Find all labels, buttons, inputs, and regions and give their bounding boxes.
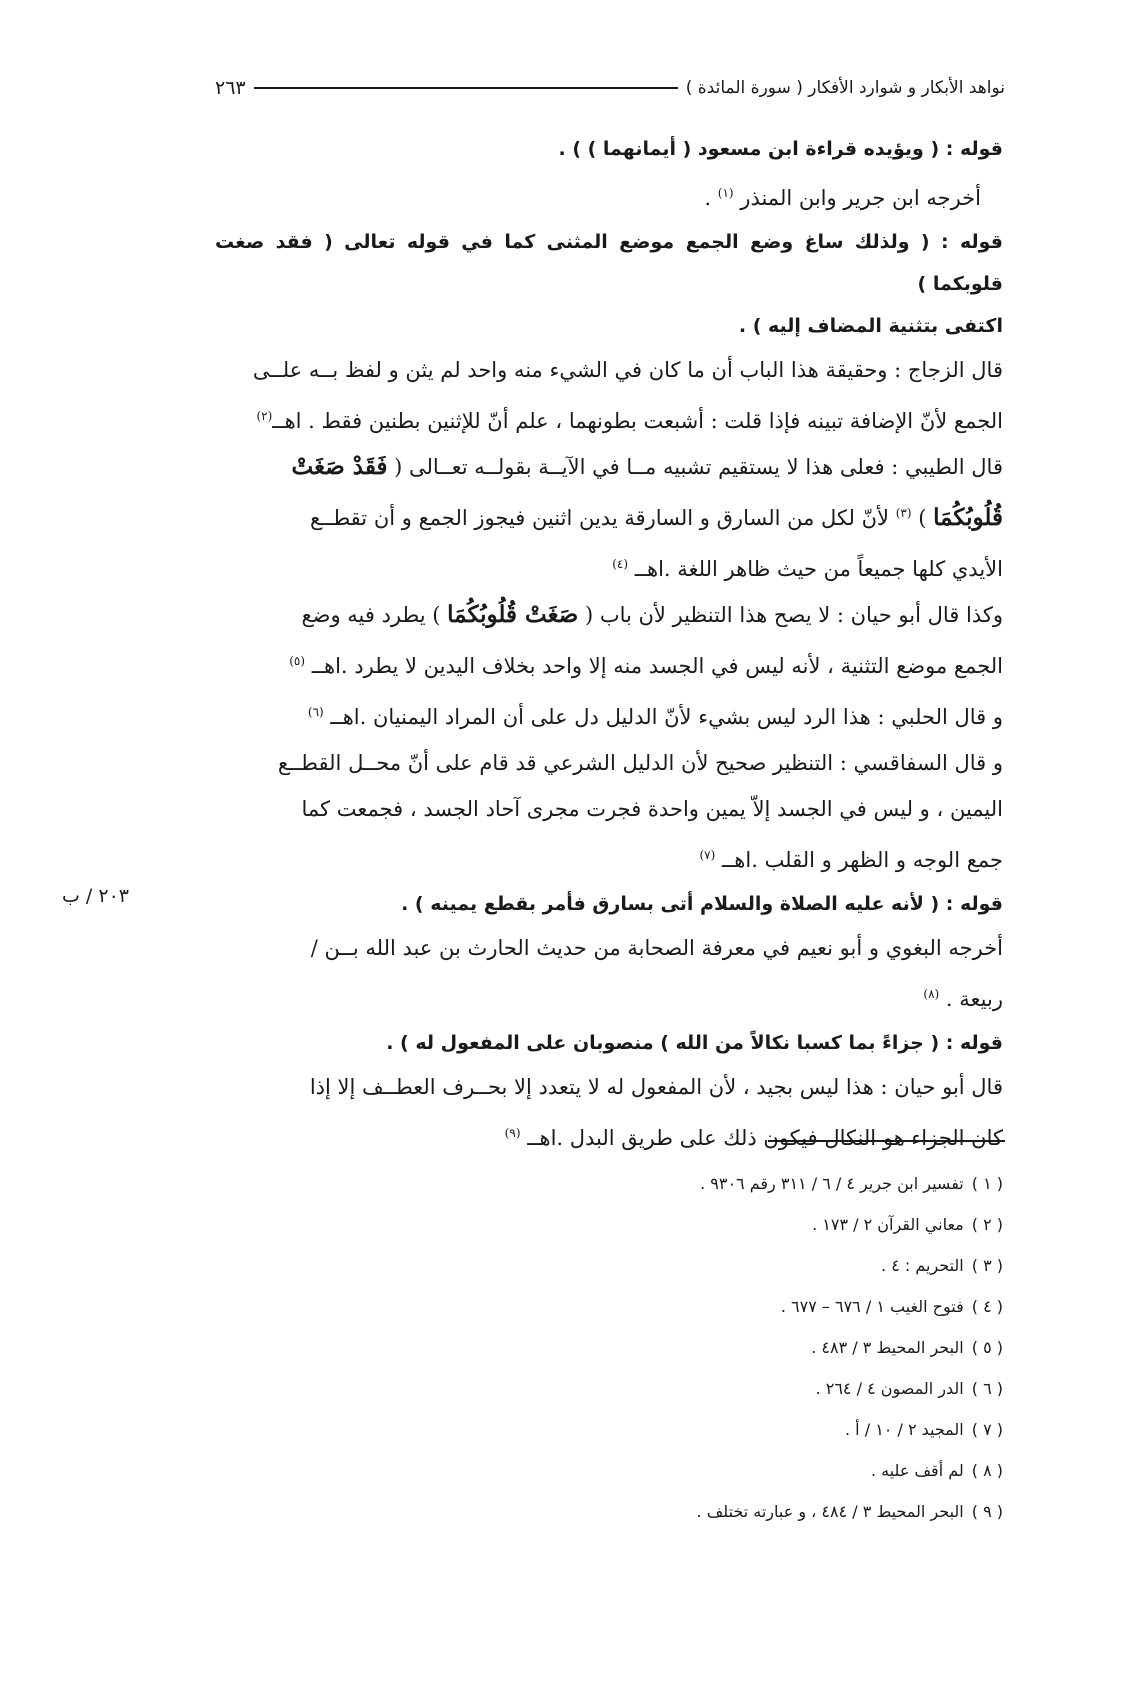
body-line-2-end: . — [704, 186, 712, 210]
body-line-1: قوله : ( ويؤيده قراءة ابن مسعود ( أيمانهما ) ) . — [558, 138, 1003, 160]
margin-folio-note: ٢٠٣ / ب — [62, 885, 129, 907]
quran-quote-2: قُلُوبُكُمَا — [933, 504, 1003, 531]
footnote-text: تفسير ابن جرير ٤ / ٦ / ٣١١ رقم ٩٣٠٦ . — [700, 1174, 964, 1193]
footnote-text: التحريم : ٤ . — [881, 1256, 964, 1275]
footnote-rule — [768, 1140, 1005, 1142]
footnote-number: ( ٨ ) — [971, 1461, 1003, 1480]
body-line-8-text: لأنّ لكل من السارق و السارقة يدين اثنين فيجوز الجمع و أن تقطــع — [309, 506, 889, 530]
footnote-text: البحر المحيط ٣ / ٤٨٤ ، و عبارته تختلف . — [696, 1502, 964, 1521]
footnote-ref-3: (٣) — [895, 506, 912, 520]
footnote-ref-9: (٩) — [504, 1126, 521, 1140]
footnote-number: ( ٥ ) — [971, 1338, 1003, 1357]
body-line-7-text: قال الطيبي : فعلى هذا لا يستقيم تشبيه مــا في الآيــة بقولــه تعــالى ( — [394, 455, 1003, 479]
footnote-item — [215, 1163, 1003, 1204]
body-line-3: قوله : ( ولذلك ساغ وضع الجمع موضع المثنى كما في قوله تعالى ( فقد صغت قلوبكما ) — [215, 231, 1003, 295]
body-line-15-text: جمع الوجه و الظهر و القلب .اهــ — [722, 848, 1003, 872]
footnote-text: فتوح الغيب ١ / ٦٧٦ – ٦٧٧ . — [780, 1297, 964, 1316]
body-line-21-text: كان الجزاء هو النكال فيكون ذلك على طريق البدل .اهــ — [527, 1126, 1003, 1150]
footnote-item — [215, 1491, 1003, 1532]
footnote-ref-1: (١) — [717, 186, 734, 200]
header-rule — [254, 87, 678, 89]
main-text — [215, 128, 1003, 1161]
footnote-item — [215, 1409, 1003, 1450]
footnote-ref-7: (٧) — [699, 848, 716, 862]
body-line-11-text: الجمع موضع التثنية ، لأنه ليس في الجسد منه إلا واحد بخلاف اليدين لا يطرد .اهــ — [311, 654, 1003, 678]
footnote-text: المجيد ٢ / ١٠ / أ . — [845, 1420, 964, 1439]
body-line-10-text: وكذا قال أبو حيان : لا يصح هذا التنظير لأن باب ( — [584, 603, 1003, 627]
body-line-13: و قال السفاقسي : التنظير صحيح لأن الدليل الشرعي قد قام على أنّ محــل القطــع — [277, 751, 1003, 775]
quran-quote-1: فَقَدْ صَغَتْ — [291, 453, 388, 480]
body-line-9-text: الأيدي كلها جميعاً من حيث ظاهر اللغة .اهــ — [634, 557, 1003, 581]
footnote-item — [215, 1286, 1003, 1327]
footnote-ref-4: (٤) — [612, 557, 629, 571]
header-title: نواهد الأبكار و شوارد الأفكار ( سورة المائدة ) — [685, 78, 1005, 98]
footnote-number: ( ٦ ) — [971, 1379, 1003, 1398]
footnote-number: ( ٤ ) — [971, 1297, 1003, 1316]
footnote-text: الدر المصون ٤ / ٢٦٤ . — [815, 1379, 964, 1398]
footnote-item — [215, 1327, 1003, 1368]
footnote-text: البحر المحيط ٣ / ٤٨٣ . — [811, 1338, 964, 1357]
footnote-number: ( ٩ ) — [971, 1502, 1003, 1521]
body-line-6-text: الجمع لأنّ الإضافة تبينه فإذا قلت : أشبعت بطونهما ، علم أنّ للإثنين بطنين فقط . اهــ — [272, 409, 1003, 433]
body-line-18-text: ربيعة . — [945, 987, 1003, 1011]
footnote-text: معاني القرآن ٢ / ١٧٣ . — [812, 1215, 964, 1234]
body-line-2 — [215, 170, 1003, 221]
body-line-8-paren: ) — [918, 506, 927, 530]
footnote-ref-8: (٨) — [923, 987, 940, 1001]
running-header — [215, 68, 1005, 108]
footnote-item — [215, 1368, 1003, 1409]
body-line-21 — [215, 1110, 1003, 1161]
footnote-ref-6: (٦) — [307, 705, 324, 719]
body-line-2-text: أخرجه ابن جرير وابن المنذر — [740, 186, 981, 210]
footnotes-list — [215, 1163, 1003, 1532]
body-line-12-text: و قال الحلبي : هذا الرد ليس بشيء لأنّ الدليل دل على أن المراد اليمنيان .اهــ — [330, 705, 1003, 729]
body-line-10 — [215, 592, 1003, 638]
body-line-14: اليمين ، و ليس في الجسد إلاّ يمين واحدة فجرت مجرى آحاد الجسد ، فجمعت كما — [301, 797, 1003, 821]
footnote-item — [215, 1245, 1003, 1286]
footnote-number: ( ٢ ) — [971, 1215, 1003, 1234]
body-line-8 — [215, 490, 1003, 541]
quran-quote-3: صَغَتْ قُلُوبُكُمَا — [447, 601, 579, 628]
body-line-18 — [215, 971, 1003, 1022]
body-line-11 — [215, 638, 1003, 689]
footnote-ref-5: (٥) — [289, 654, 306, 668]
footnote-item — [215, 1204, 1003, 1245]
body-line-5: قال الزجاج : وحقيقة هذا الباب أن ما كان في الشيء منه واحد لم يثن و لفظ بــه علــى — [252, 358, 1003, 382]
body-line-20: قال أبو حيان : هذا ليس بجيد ، لأن المفعول له لا يتعدد إلا بحــرف العطــف إلا إذا — [309, 1075, 1003, 1099]
page-number: ٢٦٣ — [215, 77, 246, 99]
body-line-17: أخرجه البغوي و أبو نعيم في معرفة الصحابة من حديث الحارث بن عبد الله بــن / — [310, 936, 1003, 960]
body-line-7 — [215, 444, 1003, 490]
body-line-10-end: ) يطرد فيه وضع — [301, 603, 441, 627]
body-line-16: قوله : ( لأنه عليه الصلاة والسلام أتى بسارق فأمر بقطع يمينه ) . — [401, 893, 1003, 915]
footnote-ref-2: (٢) — [256, 409, 273, 423]
body-line-4: اكتفى بتثنية المضاف إليه ) . — [738, 315, 1003, 337]
body-line-12 — [215, 689, 1003, 740]
footnote-number: ( ١ ) — [971, 1174, 1003, 1193]
footnote-number: ( ٧ ) — [971, 1420, 1003, 1439]
body-line-15 — [215, 832, 1003, 883]
body-line-19: قوله : ( جزاءً بما كسبا نكالاً من الله ) منصوبان على المفعول له ) . — [386, 1032, 1003, 1054]
body-line-9 — [215, 541, 1003, 592]
footnote-number: ( ٣ ) — [971, 1256, 1003, 1275]
footnote-item — [215, 1450, 1003, 1491]
body-line-6 — [215, 393, 1003, 444]
footnote-text: لم أقف عليه . — [870, 1461, 964, 1480]
